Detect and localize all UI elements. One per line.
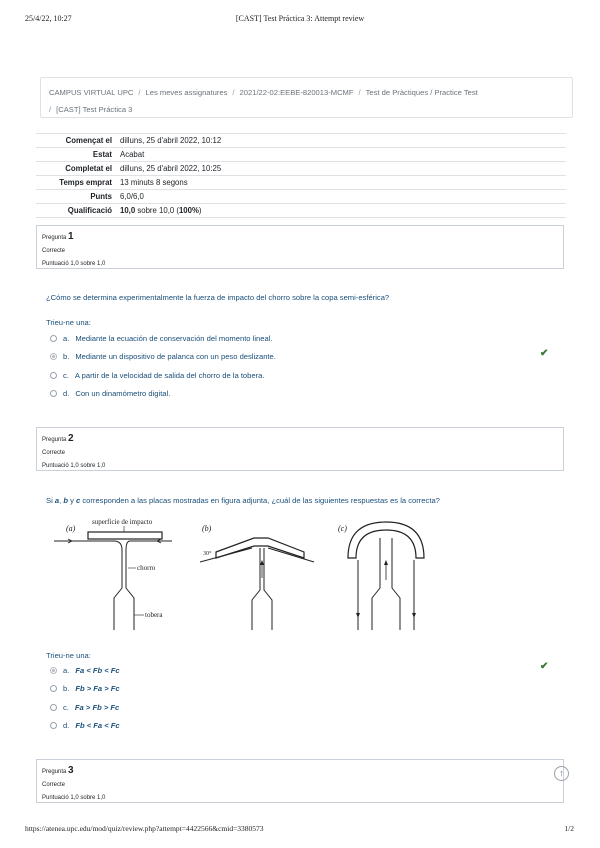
summary-value: 13 minuts 8 segons	[116, 176, 566, 190]
summary-value: dilluns, 25 d'abril 2022, 10:12	[116, 134, 566, 148]
breadcrumb	[40, 77, 573, 118]
radio-button[interactable]	[50, 390, 57, 397]
attempt-summary-table	[36, 133, 566, 218]
question-status: Correcte	[42, 248, 66, 254]
breadcrumb-separator: /	[232, 88, 235, 97]
radio-button-selected[interactable]	[50, 353, 57, 360]
summary-label: Començat el	[36, 134, 116, 148]
breadcrumb-section[interactable]: Test de Pràctiques / Practice Test	[365, 88, 478, 97]
radio-button[interactable]	[50, 704, 57, 711]
print-datetime: 25/4/22, 10:27	[25, 14, 72, 23]
question-1-prompt: Trieu-ne una:	[46, 318, 91, 327]
radio-button[interactable]	[50, 335, 57, 342]
summary-row-started	[36, 134, 566, 148]
figure-label-nozzle: tobera	[145, 611, 163, 619]
breadcrumb-separator: /	[138, 88, 141, 97]
breadcrumb-separator: /	[358, 88, 361, 97]
summary-row-completed	[36, 162, 566, 176]
summary-row-marks	[36, 190, 566, 204]
summary-value: 10,0 sobre 10,0 (100%)	[116, 204, 566, 218]
question-2-text: Si a, b y c corresponden a las placas mostradas en figura adjunta, ¿cuál de las siguientes respuestas es la correcta?	[46, 496, 440, 505]
figure-label-surface: superficie de impacto	[92, 518, 153, 526]
question-label: Pregunta	[42, 235, 67, 241]
print-page-number: 1/2	[564, 824, 574, 833]
question-score: Puntuació 1,0 sobre 1,0	[42, 463, 106, 469]
question-score: Puntuació 1,0 sobre 1,0	[42, 795, 106, 801]
impact-plates-figure	[52, 518, 442, 630]
question-2-prompt: Trieu-ne una:	[46, 651, 91, 660]
summary-label: Punts	[36, 190, 116, 204]
breadcrumb-campus[interactable]: CAMPUS VIRTUAL UPC	[49, 88, 134, 97]
figure-label-a: (a)	[66, 524, 76, 533]
print-url: https://atenea.upc.edu/mod/quiz/review.php?attempt=4422566&cmid=3380573	[25, 824, 264, 833]
question-number: 3	[68, 765, 74, 776]
radio-button-selected[interactable]	[50, 667, 57, 674]
summary-value: 6,0/6,0	[116, 190, 566, 204]
question-2-info	[36, 427, 564, 471]
q1-option-a[interactable]: a. Mediante la ecuación de conservación del momento lineal.	[50, 332, 272, 344]
radio-button[interactable]	[50, 722, 57, 729]
question-status: Correcte	[42, 782, 66, 788]
q1-option-d[interactable]: d. Con un dinamómetro digital.	[50, 387, 170, 399]
question-1-text: ¿Cómo se determina experimentalmente la fuerza de impacto del chorro sobre la copa semi-esférica?	[46, 293, 390, 302]
summary-label: Temps emprat	[36, 176, 116, 190]
radio-button[interactable]	[50, 372, 57, 379]
check-icon: ✔	[540, 348, 549, 359]
summary-label: Qualificació	[36, 204, 116, 218]
breadcrumb-separator: /	[49, 105, 52, 114]
q2-option-b[interactable]: b. Fb > Fa > Fc	[50, 682, 120, 694]
breadcrumb-course[interactable]: 2021/22-02:EEBE-820013-MCMF	[239, 88, 354, 97]
summary-value: dilluns, 25 d'abril 2022, 10:25	[116, 162, 566, 176]
question-score: Puntuació 1,0 sobre 1,0	[42, 261, 106, 267]
arrow-up-circle-icon[interactable]: ↑	[554, 766, 569, 781]
breadcrumb-quiz[interactable]: [CAST] Test Práctica 3	[56, 105, 133, 114]
question-label: Pregunta	[42, 769, 67, 775]
summary-row-grade	[36, 204, 566, 218]
summary-row-state	[36, 148, 566, 162]
figure-label-b: (b)	[202, 524, 212, 533]
question-status: Correcte	[42, 450, 66, 456]
flat-plate	[88, 532, 162, 539]
hemispherical-cup	[348, 522, 424, 558]
q1-option-b[interactable]: b. Mediante un dispositivo de palanca con un peso deslizante.	[50, 350, 276, 362]
q2-option-d[interactable]: d. Fb < Fa < Fc	[50, 719, 120, 731]
question-number: 1	[68, 231, 74, 242]
summary-value: Acabat	[116, 148, 566, 162]
question-label: Pregunta	[42, 437, 67, 443]
print-page-title: [CAST] Test Práctica 3: Attempt review	[235, 14, 365, 23]
summary-label: Completat el	[36, 162, 116, 176]
figure-label-jet: chorro	[137, 564, 156, 572]
question-1-info	[36, 225, 564, 269]
breadcrumb-my-courses[interactable]: Les meves assignatures	[145, 88, 228, 97]
figure-label-angle: 30°	[203, 551, 212, 557]
summary-label: Estat	[36, 148, 116, 162]
question-number: 2	[68, 433, 74, 444]
figure-label-c: (c)	[338, 524, 347, 533]
check-icon: ✔	[540, 661, 549, 672]
radio-button[interactable]	[50, 685, 57, 692]
question-3-info	[36, 759, 564, 803]
q1-option-c[interactable]: c. A partir de la velocidad de salida del chorro de la tobera.	[50, 369, 264, 381]
summary-row-time	[36, 176, 566, 190]
q2-option-c[interactable]: c. Fa > Fb > Fc	[50, 701, 119, 713]
q2-option-a[interactable]: a. Fa < Fb < Fc	[50, 664, 120, 676]
